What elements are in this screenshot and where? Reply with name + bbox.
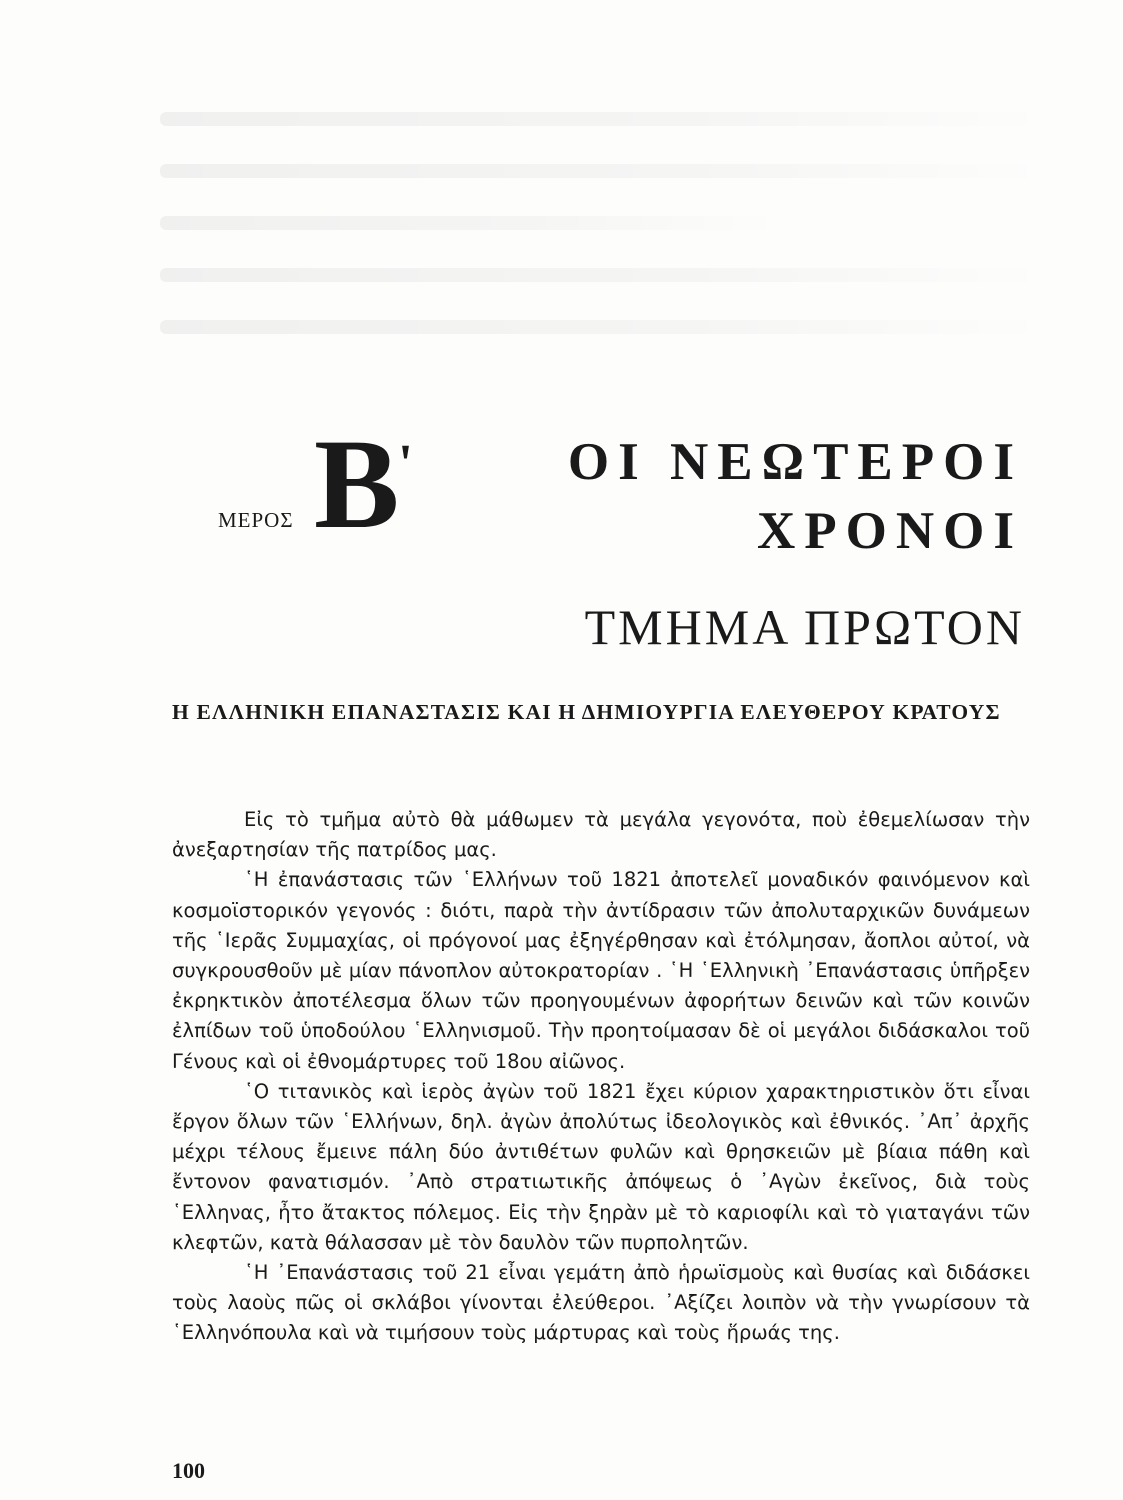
part-label: ΜΕΡΟΣ: [218, 508, 294, 532]
paragraph-2: ῾Η ἐπανάστασις τῶν ῾Ελλήνων τοῦ 1821 ἀποτελεῖ μοναδικόν φαινόμενον καὶ κοσμοϊστορικόν γεγονός : διότι, παρὰ τὴν ἀντίδρασιν τῶν ἀπολυταρχικῶν δυνάμεων τῆς ῾Ιερᾶς Συμμαχίας, οἱ πρόγονοί μας ἐξηγέρθησαν καὶ ἐτόλμησαν, ἄοπλοι αὐτοί, νὰ συγκρουσθοῦν μὲ μίαν πάνοπλον αὐτοκρατορίαν . ῾Η ῾Ελληνικὴ ᾿Επανάστασις ὑπῆρξεν ἐκρηκτικὸν ἀποτέλεσμα ὅλων τῶν προηγουμένων ἀφορήτων δεινῶν καὶ τῶν κοινῶν ἐλπίδων τοῦ ὑποδούλου ῾Ελληνισμοῦ. Τὴν προητοίμασαν δὲ οἱ μεγάλοι διδάσκαλοι τοῦ Γένους καὶ οἱ ἐθνομάρτυρες τοῦ 18ου αἰῶνος.: [172, 868, 1030, 1073]
title-line-2: ΧΡΟΝΟΙ: [757, 502, 1023, 560]
section-title: ΤΜΗΜΑ ΠΡΩΤΟΝ: [584, 599, 1025, 655]
body-text: [172, 805, 1030, 1349]
paragraph-1: Εἰς τὸ τμῆμα αὐτὸ θὰ μάθωμεν τὰ μεγάλα γεγονότα, ποὺ ἐθεμελίωσαν τὴν ἀνεξαρτησίαν τῆς πατρίδος μας.: [172, 808, 1030, 862]
page-number: 100: [172, 1458, 205, 1483]
part-prime: ': [398, 433, 414, 493]
title-line-1: ΟΙ ΝΕΩΤΕΡΟΙ: [567, 433, 1023, 491]
paragraph-4: ῾Η ᾿Επανάστασις τοῦ 21 εἶναι γεμάτη ἀπὸ ἡρωϊσμοὺς καὶ θυσίας καὶ διδάσκει τοὺς λαοὺς πῶς οἱ σκλάβοι γίνονται ἐλεύθεροι. ᾿Αξίζει λοιπὸν νὰ τὴν γνωρίσουν τὰ ῾Ελληνόπουλα καὶ νὰ τιμήσουν τοὺς μάρτυρας καὶ τοὺς ἥρωάς της.: [172, 1261, 1030, 1345]
paragraph-3: ῾Ο τιτανικὸς καὶ ἱερὸς ἀγὼν τοῦ 1821 ἔχει κύριον χαρακτηριστικὸν ὅτι εἶναι ἔργον ὅλων τῶν ῾Ελλήνων, δηλ. ἀγὼν ἀπολύτως ἰδεολογικὸς καὶ ἐθνικός. ᾿Απ᾿ ἀρχῆς μέχρι τέλους ἔμεινε πάλη δύο ἀντιθέτων φυλῶν καὶ θρησκειῶν μὲ βίαια πάθη καὶ ἔντονον φανατισμόν. ᾿Απὸ στρατιωτικῆς ἀπόψεως ὁ ᾿Αγὼν ἐκεῖνος, διὰ τοὺς ῾Ελληνας, ἦτο ἄτακτος πόλεμος. Εἰς τὴν ξηρὰν μὲ τὸ καριοφίλι καὶ τὸ γιαταγάνι τῶν κλεφτῶν, κατὰ θάλασσαν μὲ τὸν δαυλὸν τῶν πυρπολητῶν.: [172, 1079, 1030, 1254]
bleed-through-texture: [160, 112, 1050, 372]
chapter-heading: Η ΕΛΛΗΝΙΚΗ ΕΠΑΝΑΣΤΑΣΙΣ ΚΑΙ Η ΔΗΜΙΟΥΡΓΙΑ ΕΛΕΥΘΕΡΟΥ ΚΡΑΤΟΥΣ: [172, 700, 1001, 724]
part-letter: Β: [314, 413, 400, 555]
